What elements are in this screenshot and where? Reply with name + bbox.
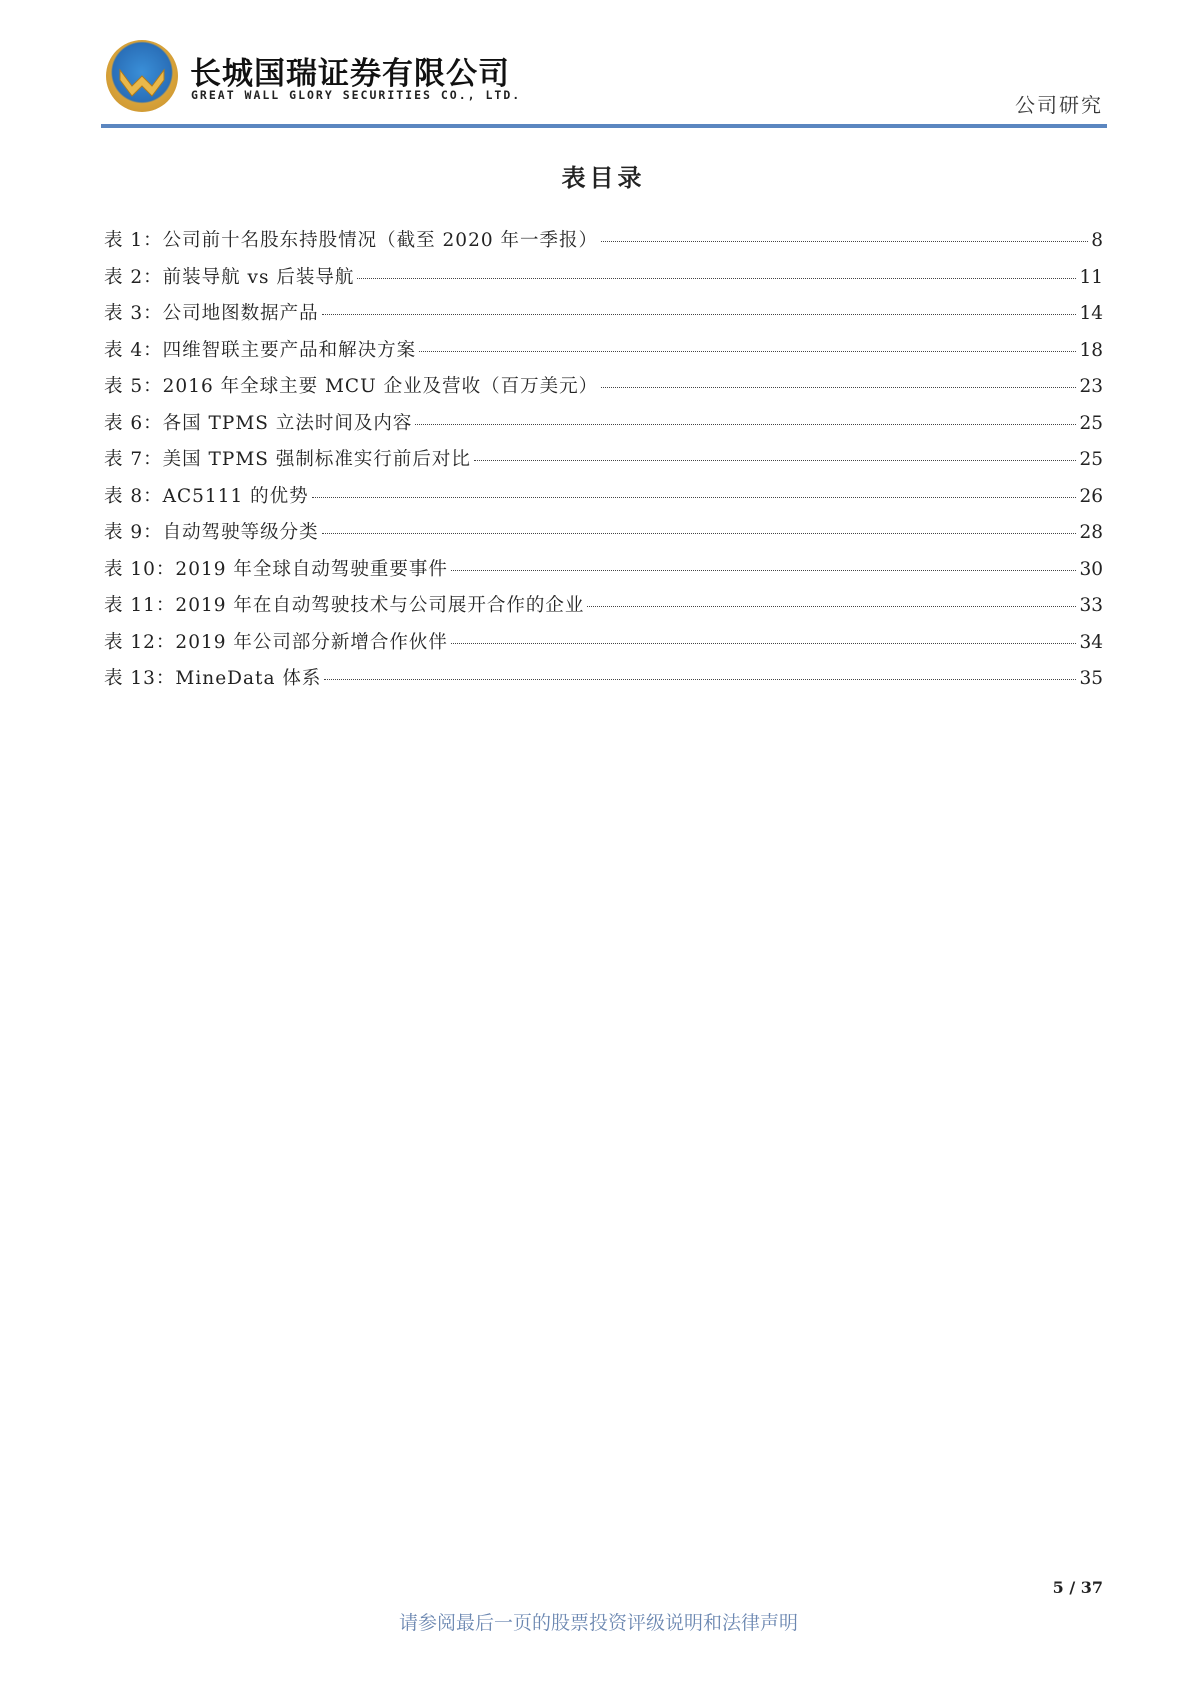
toc-leader-dots	[322, 314, 1077, 315]
toc-entry-label[interactable]: 表 3：公司地图数据产品	[104, 303, 319, 324]
toc-entry-label[interactable]: 表 2：前装导航 vs 后装导航	[104, 266, 355, 288]
toc-entry-page[interactable]: 35	[1079, 668, 1103, 689]
toc-entry-page[interactable]: 11	[1079, 266, 1103, 288]
toc-leader-dots	[451, 570, 1077, 571]
toc-entry-page[interactable]: 25	[1079, 412, 1103, 434]
toc-entry-label[interactable]: 表 4：四维智联主要产品和解决方案	[104, 339, 417, 361]
toc-entry-page[interactable]: 23	[1079, 376, 1103, 397]
toc-leader-dots	[474, 460, 1077, 461]
toc-entry[interactable]	[104, 518, 1103, 555]
footer-disclaimer: 请参阅最后一页的股票投资评级说明和法律声明	[398, 1612, 798, 1634]
toc-entry[interactable]	[104, 299, 1103, 336]
company-logo-icon	[106, 40, 178, 112]
page-number: 5 / 37	[1052, 1578, 1103, 1597]
toc-entry-label[interactable]: 表 9：自动驾驶等级分类	[104, 522, 319, 543]
toc-entry[interactable]	[104, 372, 1103, 409]
toc-entry-page[interactable]: 25	[1079, 449, 1103, 470]
toc-leader-dots	[451, 643, 1077, 644]
toc-leader-dots	[601, 387, 1076, 388]
toc-entry[interactable]	[104, 628, 1103, 665]
toc-leader-dots	[419, 351, 1076, 352]
toc-entry[interactable]	[104, 482, 1103, 519]
toc-entry-page[interactable]: 34	[1079, 631, 1103, 653]
toc-entry-label[interactable]: 表 8：AC5111 的优势	[104, 485, 309, 507]
company-name-en: GREAT WALL GLORY SECURITIES CO., LTD.	[191, 88, 522, 102]
toc-entry-page[interactable]: 33	[1079, 595, 1103, 616]
toc-leader-dots	[587, 606, 1076, 607]
toc-entry-page[interactable]: 8	[1091, 230, 1103, 251]
toc-entry[interactable]	[104, 445, 1103, 482]
toc-entry-label[interactable]: 表 13：MineData 体系	[104, 668, 322, 689]
toc-entry[interactable]	[104, 664, 1103, 701]
toc-leader-dots	[324, 679, 1076, 680]
header-divider	[101, 124, 1107, 128]
toc-entry-page[interactable]: 26	[1079, 485, 1103, 507]
toc-leader-dots	[601, 241, 1088, 242]
toc-entry[interactable]	[104, 226, 1103, 263]
toc-entry[interactable]	[104, 409, 1103, 446]
toc-entry-label[interactable]: 表 12：2019 年公司部分新增合作伙伴	[104, 631, 448, 653]
toc-entry-label[interactable]: 表 11：2019 年在自动驾驶技术与公司展开合作的企业	[104, 595, 585, 616]
company-name-cn: 长城国瑞证券有限公司	[190, 56, 510, 92]
toc-leader-dots	[322, 533, 1077, 534]
toc-entry[interactable]	[104, 263, 1103, 300]
toc-entry-label[interactable]: 表 6：各国 TPMS 立法时间及内容	[104, 412, 413, 434]
toc-entry[interactable]	[104, 591, 1103, 628]
toc-entry-label[interactable]: 表 1：公司前十名股东持股情况（截至 2020 年一季报）	[104, 230, 598, 251]
toc-entry[interactable]	[104, 336, 1103, 373]
table-of-tables	[104, 226, 1103, 701]
toc-leader-dots	[415, 424, 1076, 425]
toc-entry-label[interactable]: 表 7：美国 TPMS 强制标准实行前后对比	[104, 449, 471, 470]
toc-entry-page[interactable]: 28	[1079, 522, 1103, 543]
toc-entry-page[interactable]: 14	[1079, 303, 1103, 324]
toc-entry-label[interactable]: 表 5：2016 年全球主要 MCU 企业及营收（百万美元）	[104, 376, 599, 397]
report-category: 公司研究	[1015, 93, 1103, 117]
page-title: 表目录	[561, 163, 646, 192]
toc-entry-page[interactable]: 30	[1079, 558, 1103, 580]
toc-leader-dots	[357, 278, 1076, 279]
toc-entry-label[interactable]: 表 10：2019 年全球自动驾驶重要事件	[104, 558, 448, 580]
toc-leader-dots	[312, 497, 1077, 498]
toc-entry[interactable]	[104, 555, 1103, 592]
toc-entry-page[interactable]: 18	[1079, 339, 1103, 361]
